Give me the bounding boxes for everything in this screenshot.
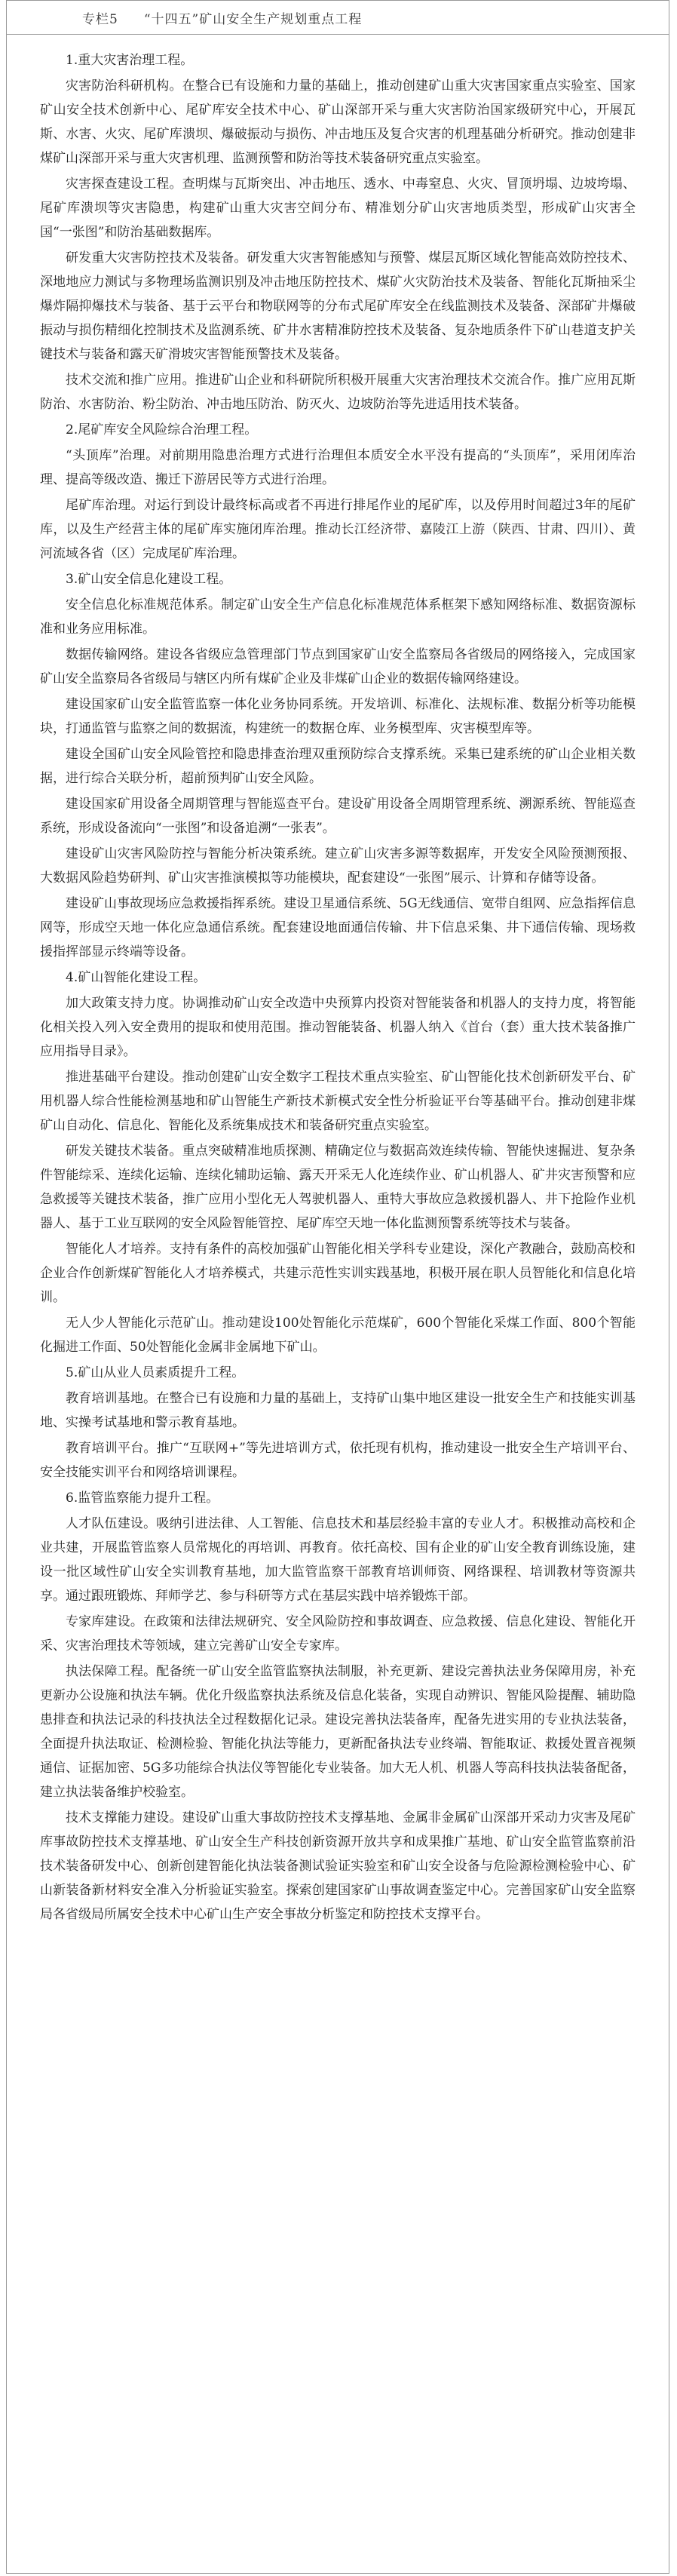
section-paragraph: 推进基础平台建设。推动创建矿山安全数字工程技术重点实验室、矿山智能化技术创新研发平台、矿用机器人综合性能检测基地和矿山智能生产新技术新模式安全性分析验证平台等基础平台。推动创建非煤矿山自动化、信息化、智能化及系统集成技术和装备研究重点实验室。 (40, 1070, 636, 1133)
section-paragraph: “头顶库”治理。对前期用隐患治理方式进行治理但本质安全水平没有提高的“头顶库”，采用闭库治理、提高等级改造、搬迁下游居民等方式进行治理。 (40, 448, 636, 487)
section-paragraph: 执法保障工程。配备统一矿山安全监管监察执法制服，补充更新、建设完善执法业务保障用房，补充更新办公设施和执法车辆。优化升级监察执法系统及信息化装备，实现自动辨识、智能风险提醒、辅助隐患排查和执法记录的科技执法全过程数据化记录。建设完善执法装备库，配备先进实用的专业执法装备，全面提升执法取证、检测检验、智能化执法等能力，更新配备执法专业终端、智能取证、救援处置音视频通信、证据加密、5G多功能综合执法仪等智能化专业装备。加大无人机、机器人等高科技执法装备配备，建立执法装备维护校验室。 (40, 1664, 636, 1800)
section-paragraph: 建设国家矿山安全监管监察一体化业务协同系统。开发培训、标准化、法规标准、数据分析等功能模块，打通监管与监察之间的数据流，构建统一的数据仓库、业务模型库、灾害模型库等。 (40, 697, 636, 736)
section-paragraph: 尾矿库治理。对运行到设计最终标高或者不再进行排尾作业的尾矿库，以及停用时间超过3年的尾矿库，以及生产经营主体的尾矿库实施闭库治理。推动长江经济带、嘉陵江上游（陕西、甘肃、四川）、黄河流域各省（区）完成尾矿库治理。 (40, 498, 636, 561)
section-paragraph: 数据传输网络。建设各省级应急管理部门节点到国家矿山安全监察局各省级局的网络接入，完成国家矿山安全监察局各省级局与辖区内所有煤矿企业及非煤矿山企业的数据传输网络建设。 (40, 647, 636, 686)
section-paragraph: 建设全国矿山安全风险管控和隐患排查治理双重预防综合支撑系统。采集已建系统的矿山企业相关数据，进行综合关联分析，超前预判矿山安全风险。 (40, 747, 636, 786)
section-paragraph: 技术支撑能力建设。建设矿山重大事故防控技术支撑基地、金属非金属矿山深部开采动力灾害及尾矿库事故防控技术支撑基地、矿山安全生产科技创新资源开放共享和成果推广基地、矿山安全监管监察前沿技术装备研发中心、创新创建智能化执法装备测试验证实验室和矿山安全设备与危险源检测检验中心、矿山新装备新材料安全准入分析验证实验室。探索创建国家矿山事故调查鉴定中心。完善国家矿山安全监察局各省级局所属安全技术中心矿山生产安全事故分析鉴定和防控技术支撑平台。 (40, 1810, 636, 1922)
section-paragraph: 建设矿山事故现场应急救援指挥系统。建设卫星通信系统、5G无线通信、宽带自组网、应急指挥信息网等，形成空天地一体化应急通信系统。配套建设地面通信传输、井下信息采集、井下通信传输、现场救援指挥部显示终端等设备。 (40, 896, 636, 959)
section-paragraph: 建设国家矿用设备全周期管理与智能巡查平台。建设矿用设备全周期管理系统、溯源系统、智能巡查系统，形成设备流向“一张图”和设备追溯“一张表”。 (40, 797, 636, 836)
section-paragraph: 灾害防治科研机构。在整合已有设施和力量的基础上，推动创建矿山重大灾害国家重点实验室、国家矿山安全技术创新中心、尾矿库安全技术中心、矿山深部开采与重大灾害防治国家级研究中心，开展瓦斯、水害、火灾、尾矿库溃坝、爆破振动与损伤、冲击地压及复合灾害的机理基础分析研究。推动创建非煤矿山深部开采与重大灾害机理、监测预警和防治等技术装备研究重点实验室。 (40, 78, 636, 166)
section-heading: 5.矿山从业人员素质提升工程。 (66, 1365, 245, 1380)
section-paragraph: 无人少人智能化示范矿山。推动建设100处智能化示范煤矿，600个智能化采煤工作面、800个智能化掘进工作面、50处智能化金属非金属地下矿山。 (40, 1316, 636, 1355)
section-paragraph: 灾害探查建设工程。查明煤与瓦斯突出、冲击地压、透水、中毒窒息、火灾、冒顶坍塌、边坡垮塌、尾矿库溃坝等灾害隐患，构建矿山重大灾害空间分布、精准划分矿山灾害地质类型，形成矿山灾害全国“一张图”和防治基础数据库。 (40, 177, 636, 240)
section-paragraph: 技术交流和推广应用。推进矿山企业和科研院所积极开展重大灾害治理技术交流合作。推广应用瓦斯防治、水害防治、粉尘防治、冲击地压防治、防灭火、边坡防治等先进适用技术装备。 (40, 373, 636, 412)
section-paragraph: 研发关键技术装备。重点突破精准地质探测、精确定位与数据高效连续传输、智能快速掘进、复杂条件智能综采、连续化运输、连续化辅助运输、露天开采无人化连续作业、矿山机器人、矿井灾害预警和应急救援等关键技术装备，推广应用小型化无人驾驶机器人、重特大事故应急救援机器人、井下抢险作业机器人、基于工业互联网的安全风险智能管控、尾矿库空天地一体化监测预警系统等技术与装备。 (40, 1144, 636, 1231)
section-heading: 2.尾矿库安全风险综合治理工程。 (66, 422, 258, 438)
section-heading: 1.重大灾害治理工程。 (66, 53, 194, 68)
section-paragraph: 智能化人才培养。支持有条件的高校加强矿山智能化相关学科专业建设，深化产教融合，鼓励高校和企业合作创新煤矿智能化人才培养模式，共建示范性实训实践基地，积极开展在职人员智能化和信息化培训。 (40, 1242, 636, 1305)
column-label: 专栏5 (82, 11, 118, 27)
section-paragraph: 研发重大灾害防控技术及装备。研发重大灾害智能感知与预警、煤层瓦斯区域化智能高效防控技术、深地地应力测试与多物理场监测识别及冲击地压防控技术、煤矿火灾防治技术及装备、智能化瓦斯抽采尘爆炸隔抑爆技术与装备、基于云平台和物联网等的分布式尾矿库安全在线监测技术及装备、深部矿井爆破振动与损伤精细化控制技术及监测系统、矿井水害精准防控技术及装备、复杂地质条件下矿山巷道支护关键技术与装备和露天矿滑坡灾害智能预警技术及装备。 (40, 250, 636, 362)
section-paragraph: 教育培训平台。推广“互联网+”等先进培训方式，依托现有机构，推动建设一批安全生产培训平台、安全技能实训平台和网络培训课程。 (40, 1441, 636, 1480)
section-paragraph: 专家库建设。在政策和法律法规研究、安全风险防控和事故调查、应急救援、信息化建设、智能化开采、灾害治理技术等领域，建立完善矿山安全专家库。 (40, 1614, 636, 1653)
section-paragraph: 加大政策支持力度。协调推动矿山安全改造中央预算内投资对智能装备和机器人的支持力度，将智能化相关投入列入安全费用的提取和使用范围。推动智能装备、机器人纳入《首台（套）重大技术装备推广应用指导目录》。 (40, 996, 636, 1059)
section-paragraph: 安全信息化标准规范体系。制定矿山安全生产信息化标准规范体系框架下感知网络标准、数据资源标准和业务应用标准。 (40, 597, 636, 637)
column-body (7, 35, 669, 1936)
section-paragraph: 教育培训基地。在整合已有设施和力量的基础上，支持矿山集中地区建设一批安全生产和技能实训基地、实操考试基地和警示教育基地。 (40, 1391, 636, 1430)
column-title: “十四五”矿山安全生产规划重点工程 (143, 11, 363, 27)
section-paragraph: 人才队伍建设。吸纳引进法律、人工智能、信息技术和基层经验丰富的专业人才。积极推动高校和企业共建，开展监管监察人员常规化的再培训、再教育。依托高校、国有企业的矿山安全教育训练设施，建设一批区域性矿山安全实训教育基地，加大监管监察干部教育培训师资、网络课程、培训教材等资源共享。通过跟班锻炼、拜师学艺、参与科研等方式在基层实践中培养锻炼干部。 (40, 1516, 636, 1604)
section-heading: 3.矿山安全信息化建设工程。 (66, 572, 232, 587)
section-heading: 6.监管监察能力提升工程。 (66, 1491, 219, 1506)
section-heading: 4.矿山智能化建设工程。 (66, 970, 207, 985)
column-box (6, 0, 669, 2574)
section-paragraph: 建设矿山灾害风险防控与智能分析决策系统。建立矿山灾害多源等数据库，开发安全风险预测预报、大数据风险趋势研判、矿山灾害推演模拟等功能模块，配套建设“一张图”展示、计算和存储等设备。 (40, 846, 636, 886)
column-header (7, 1, 669, 35)
